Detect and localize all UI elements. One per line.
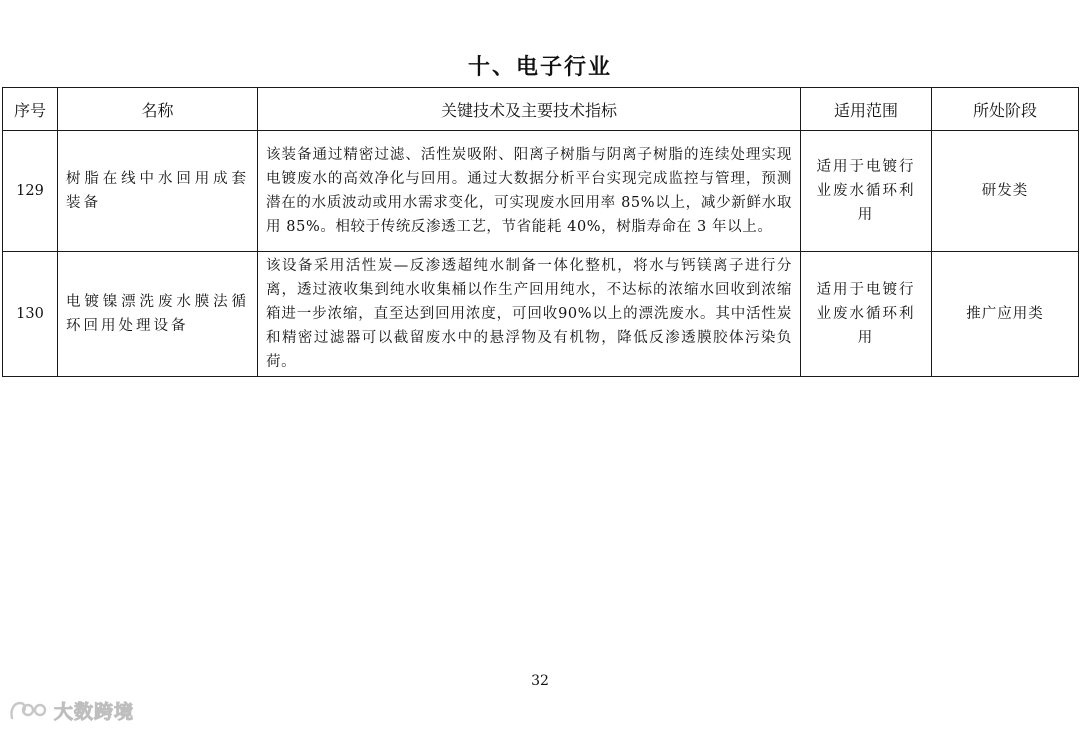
page-number: 32 — [531, 673, 549, 689]
row-name: 电镀镍漂洗废水膜法循环回用处理设备 — [58, 252, 258, 377]
header-stage: 所处阶段 — [932, 88, 1079, 131]
row-scope: 适用于电镀行业废水循环利用 — [801, 252, 932, 377]
row-scope: 适用于电镀行业废水循环利用 — [801, 131, 932, 252]
row-name: 树脂在线中水回用成套装备 — [58, 131, 258, 252]
page-title: 十、电子行业 — [467, 55, 612, 80]
row-stage: 推广应用类 — [932, 252, 1079, 377]
watermark — [8, 696, 134, 724]
row-number: 129 — [3, 131, 58, 252]
header-scope: 适用范围 — [801, 88, 932, 131]
brand-logo-icon — [8, 698, 48, 722]
header-name: 名称 — [58, 88, 258, 131]
header-no: 序号 — [3, 88, 58, 131]
tech-table — [2, 87, 1079, 377]
table-row — [3, 252, 1079, 377]
table-header-row — [3, 88, 1079, 131]
row-number: 130 — [3, 252, 58, 377]
row-description: 该设备采用活性炭—反渗透超纯水制备一体化整机，将水与钙镁离子进行分离，透过液收集到纯水收集桶以作生产回用纯水，不达标的浓缩水回收到浓缩箱进一步浓缩，直至达到回用浓度，可回收90%以上的漂洗废水。其中活性炭和精密过滤器可以截留废水中的悬浮物及有机物，降低反渗透膜胶体污染负荷。 — [258, 252, 801, 377]
header-desc: 关键技术及主要技术指标 — [258, 88, 801, 131]
row-stage: 研发类 — [932, 131, 1079, 252]
row-description: 该装备通过精密过滤、活性炭吸附、阳离子树脂与阴离子树脂的连续处理实现电镀废水的高效净化与回用。通过大数据分析平台实现完成监控与管理，预测潜在的水质波动或用水需求变化，可实现废水回用率 85%以上，减少新鲜水取用 85%。相较于传统反渗透工艺，节省能耗 40%，树脂寿命在 3 年以上。 — [258, 131, 801, 252]
table-row — [3, 131, 1079, 252]
watermark-text: 大数跨境 — [54, 700, 135, 723]
